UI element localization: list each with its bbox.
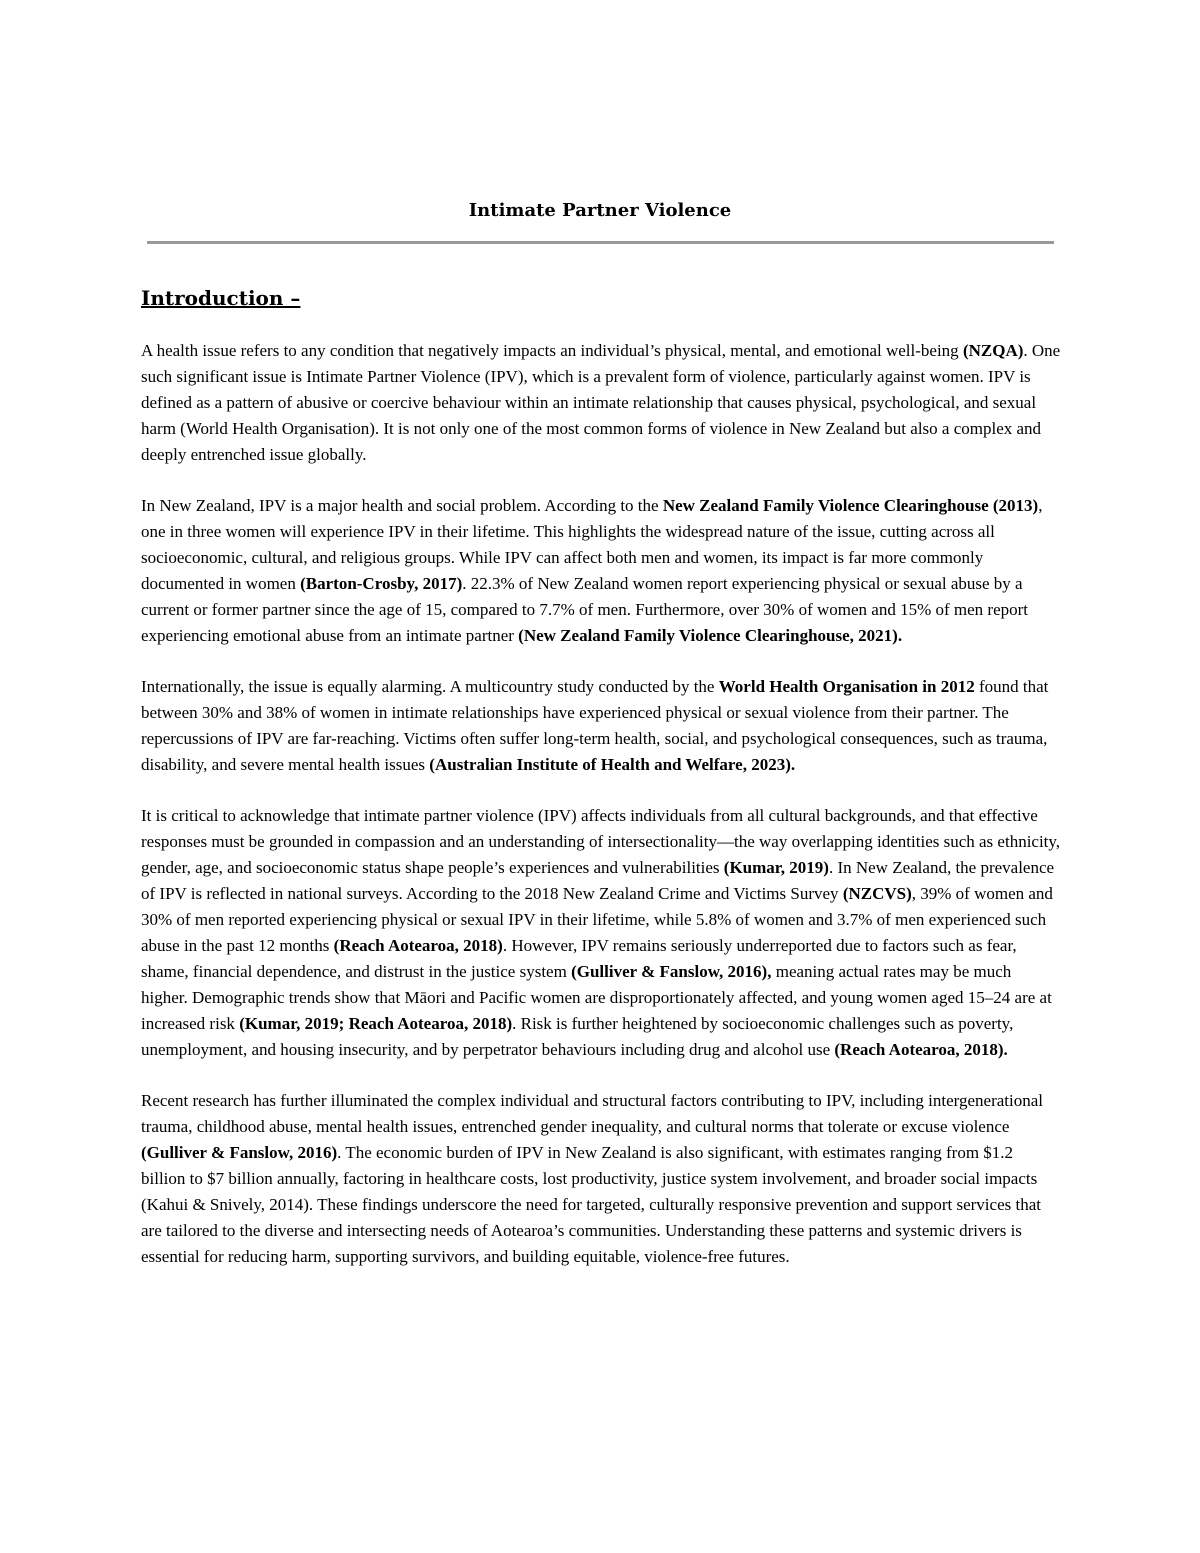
paragraph-text: It is critical to acknowledge that intimate partner violence (IPV) affects individuals from all cultural backgrounds, and that effective responses must be grounded in compassion and an understanding of intersectionality—the way overlapping identities such as ethnicity, gender, age, and socioeconomic status shape people’s experiences and vulnerabilities <box>141 806 1061 877</box>
paragraph-text: A health issue refers to any condition that negatively impacts an individual’s physical, mental, and emotional well-being <box>141 341 963 360</box>
citation-text: (Reach Aotearoa, 2018). <box>834 1040 1008 1059</box>
section-heading-introduction: Introduction – <box>141 286 301 310</box>
citation-text: New Zealand Family Violence Clearinghouse (2013) <box>662 496 1039 515</box>
paragraph-text: In New Zealand, IPV is a major health and social problem. According to the <box>141 496 663 515</box>
document-body <box>141 338 1061 1295</box>
citation-text: (New Zealand Family Violence Clearinghouse, 2021). <box>518 626 903 645</box>
paragraph <box>141 674 1061 778</box>
paragraph-text: , 39% of women and 30% of men reported experiencing physical or sexual IPV in their lifetime, while 5.8% of women and 3.7% of men experienced such abuse in the past 12 months <box>141 884 1053 955</box>
paragraph <box>141 493 1061 649</box>
title-divider <box>147 241 1054 244</box>
citation-text: (Australian Institute of Health and Welfare, 2023). <box>429 755 796 774</box>
citation-text: (Kumar, 2019; Reach Aotearoa, 2018) <box>239 1014 513 1033</box>
paragraph-text: , one in three women will experience IPV in their lifetime. This highlights the widespread nature of the issue, cutting across all socioeconomic, cultural, and religious groups. While IPV can affect both men and women, its impact is far more commonly documented in women <box>141 496 1043 593</box>
citation-text: (Gulliver & Fanslow, 2016), <box>571 962 772 981</box>
paragraph-text: . In New Zealand, the prevalence of IPV is reflected in national surveys. According to the 2018 New Zealand Crime and Victims Survey <box>141 858 1055 903</box>
paragraph-text: . The economic burden of IPV in New Zealand is also significant, with estimates ranging from $1.2 billion to $7 billion annually, factoring in healthcare costs, lost productivity, justice system involvement, and broader social impacts (Kahui & Snively, 2014). These findings underscore the need for targeted, culturally responsive prevention and support services that are tailored to the diverse and intersecting needs of Aotearoa’s communities. Understanding these patterns and systemic drivers is essential for reducing harm, supporting survivors, and building equitable, violence-free futures. <box>141 1143 1041 1266</box>
citation-text: (Gulliver & Fanslow, 2016) <box>141 1143 338 1162</box>
paragraph-text: . However, IPV remains seriously underreported due to factors such as fear, shame, financial dependence, and distrust in the justice system <box>141 936 1017 981</box>
paragraph-text: found that between 30% and 38% of women in intimate relationships have experienced physical or sexual violence from their partner. The repercussions of IPV are far-reaching. Victims often suffer long-term health, social, and psychological consequences, such as trauma, disability, and severe mental health issues <box>141 677 1049 774</box>
citation-text: (Barton-Crosby, 2017) <box>300 574 463 593</box>
paragraph-text: Internationally, the issue is equally alarming. A multicountry study conducted by the <box>141 677 719 696</box>
paragraph <box>141 803 1061 1063</box>
paragraph-text: . 22.3% of New Zealand women report experiencing physical or sexual abuse by a current or former partner since the age of 15, compared to 7.7% of men. Furthermore, over 30% of women and 15% of men report experiencing emotional abuse from an intimate partner <box>141 574 1028 645</box>
paragraph <box>141 338 1061 468</box>
paragraph-text: meaning actual rates may be much higher. Demographic trends show that Māori and Pacific women are disproportionately affected, and young women aged 15–24 are at increased risk <box>141 962 1052 1033</box>
citation-text: World Health Organisation in 2012 <box>718 677 975 696</box>
document-title: Intimate Partner Violence <box>468 200 732 221</box>
citation-text: (Reach Aotearoa, 2018) <box>333 936 503 955</box>
paragraph-text: . Risk is further heightened by socioeconomic challenges such as poverty, unemployment, and housing insecurity, and by perpetrator behaviours including drug and alcohol use <box>141 1014 1014 1059</box>
citation-text: (NZCVS) <box>842 884 912 903</box>
citation-text: (Kumar, 2019) <box>723 858 829 877</box>
citation-text: (NZQA) <box>962 341 1024 360</box>
paragraph-text: Recent research has further illuminated the complex individual and structural factors contributing to IPV, including intergenerational trauma, childhood abuse, mental health issues, entrenched gender inequality, and cultural norms that tolerate or excuse violence <box>141 1091 1043 1136</box>
paragraph <box>141 1088 1061 1270</box>
paragraph-text: . One such significant issue is Intimate Partner Violence (IPV), which is a prevalent form of violence, particularly against women. IPV is defined as a pattern of abusive or coercive behaviour within an intimate relationship that causes physical, psychological, and sexual harm (World Health Organisation). It is not only one of the most common forms of violence in New Zealand but also a complex and deeply entrenched issue globally. <box>141 341 1061 464</box>
